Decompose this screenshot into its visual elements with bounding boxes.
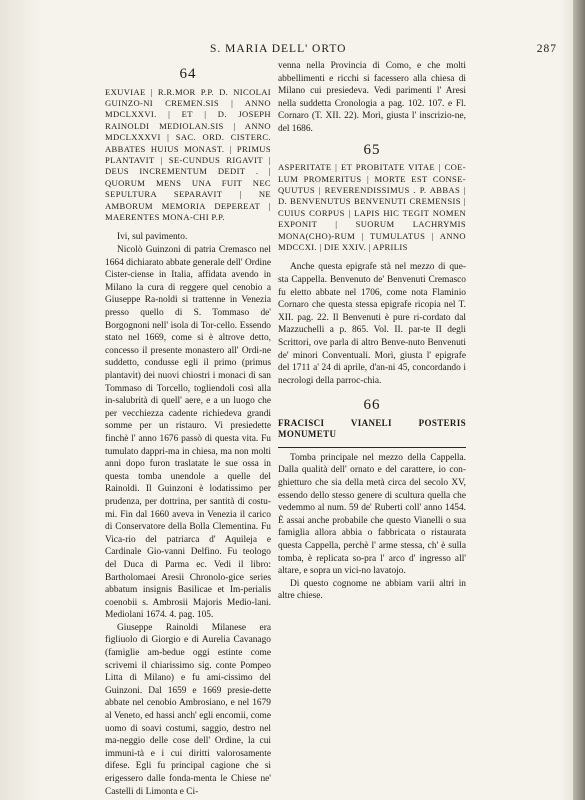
inscription-66-text: FRACISCI VIANELI POSTERIS MONUMETU	[278, 417, 466, 440]
running-title: S. MARIA DELL' ORTO	[210, 43, 347, 55]
commentary-guinzoni: Nicolò Guinzoni di patria Cremasco nel 1664 dichiarato abbate generale dell' Ordine Cister-ciense in Italia, affidata avendo in Milano la cura di reggere quel cenobio a Giuseppe Ra-noldi si trattenne in Venezia presso quello di S. Tommaso de' Borgognoni nell' isola di Tor-cello. Essendo stato nel 1669, come si è altrove detto, concesso il presente monastero all' Ordi-ne suddetto, condusse egli il primo (primus plantavit) dei nuovi chiostri i monaci di san Tommaso di Torcello, togliendoli così alla in-salubrità di quell' aere, e a un luogo che per vecchiezza cadente richiedeva grandi somme per un ristauro. Vi presiedette finchè l' anno 1676 passò di questa vita. Fu tumulato dappri-ma in chiesa, ma non molti anni dopo furon traslatate le sue ossa in questa tomba unendole a quelle del Rainoldi. Il Guinzoni è lodatissimo per prudenza, per dottrina, per santità di costu-mi. Fin dal 1660 aveva in Venezia il carico di Conservatore della Bolla Clementina. Fu Vica-rio del patriarca d' Aquileja e Cardinale Gio-vanni Delfino. Fu teologo del Duca di Parma ec. Vedi il libro: Bartholomaei Aresii Chronolo-gice series abbatum insignis Basilicae et Im-perialis coenobii s. Ambrosii Majoris Medio-lani. Mediolani 1674. 4. pag. 105.	[105, 245, 271, 621]
commentary-benvenuti: Anche questa epigrafe stà nel mezzo di que-sta Cappella. Benvenuto de' Benvenuti Cremasco fu eletto abbate nel 1706, come nota Flaminio Cornaro che questa stessa epigrafe ricopia nel T. XII. pag. 22. Il Benvenuti è pure ri-cordato dal Mazzuchelli a p. 865. Vol. II. par-te II degli Scrittori, ove parla di altro Benve-nuto Benvenuti de' minori Conventuali. Morì, giusta l' epigrafe del 1711 a' 24 di aprile, d'an-ni 45, concordando i necrologi della parroc-chia.	[278, 262, 466, 386]
right-column	[278, 60, 466, 603]
inscription-65-text: ASPERITATE | ET PROBITATE VITAE | COE-LUM PROMERITUS | MORTE EST CONSE-QUUTUS | REVERENDISSIMUS . P. ABBAS | D. BENVENUTUS BENVENUTI CREMENSIS | CUIUS CORPUS | LAPIS HIC TEGIT NOMEN EXPONIT | SUORUM LACHRYMIS MONA(CHO)-RUM | TUMULATUS | ANNO MDCCXI. | DIE XXIV. | APRILIS	[278, 162, 466, 252]
inscription-64-location: Ivi, sul pavimento.	[117, 232, 188, 243]
running-header	[130, 43, 557, 55]
commentary-rainoldi: Giuseppe Rainoldi Milanese era figliuolo di Giorgio e di Aurelia Cavanago (famiglie am-bedue oggi estinte come scrivemi il chiarissimo sig. conte Pompeo Litta di Milano) e fu ami-cissimo del Guinzoni. Dal 1659 e 1669 presie-dette abbate nel cenobio Ambrosiano, e nel 1679 al Veneto, ed hassi anch' egli encomii, come uomo di soavi costumi, saggio, destro nel ma-neggio delle cose dell' Ordine, la cui immuni-tà e i cui diritti valorosamente difese. Egli fu principal cagione che si erigessero dalle fonda-menta le Chiese ne' Castelli di Limonta e Ci-	[105, 622, 271, 797]
inscription-number-66: 66	[363, 397, 381, 414]
inscription-number-64: 64	[179, 66, 197, 82]
commentary-vianelli: Tomba principale nel mezzo della Cappella. Dalla qualità dell' ornato e del carattere, io con-ghietturo che sia della metà circa del secolo XV, essendo dello stesso genere di scultura quella che vedemmo al num. 59 de' Ruberti coll' anno 1454. È assai anche probabile che questo Vianelli o sua famiglia allora abbia o fabbricata o ristaurata questa Cappella, perchè l' arme stessa, ch' è sulla tomba, è replicata so-pra l' arco d' ingresso all' altare, e sopra un vici-no lavatojo.	[278, 452, 466, 577]
page-number: 287	[536, 43, 557, 55]
inscription-64-text: EXUVIAE | R.R.MOR P.P. D. NICOLAI GUINZO-NI CREMEN.SIS | ANNO MDCLXXVI. | ET | D. JOSEPH RAINOLDI MEDIOLAN.SIS | ANNO MDCLXXXVI | SAC. ORD. CISTERC. ABBATES HUIUS MONAST. | PRIMUS PLANTAVIT | SE-CUNDUS RIGAVIT | DEUS INCREMENTUM DEDIT . | QUORUM MENS UNA FUIT NEC SEPULTURA SEPARAVIT | NE AMBORUM MEMORIA DEPEREAT | MAERENTES MONA-CHI P.P.	[105, 86, 271, 223]
commentary-rainoldi-continued: venna nella Provincia di Como, e che molti abbellimenti e ricchi si facessero alla chiesa di Milano cui presiedeva. Vedi parimenti l' Aresi nella suddetta Cronologia a pag. 102. 107. e Fl. Cornaro (T. XII. 22). Morì, giusta l' inscrizio-ne, del 1686.	[278, 61, 466, 134]
inscription-rule	[278, 447, 466, 448]
inscription-number-65: 65	[363, 141, 381, 158]
book-gutter	[573, 0, 585, 800]
commentary-surname: Di questo cognome ne abbiam varii altri in altre chiese.	[278, 578, 466, 602]
left-column	[105, 60, 271, 798]
